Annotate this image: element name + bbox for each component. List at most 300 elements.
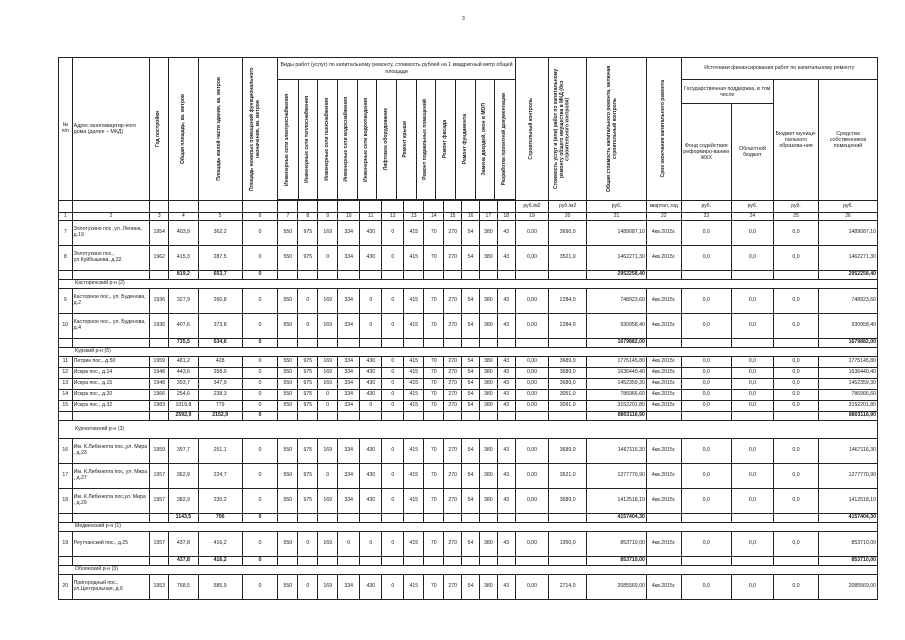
table-cell: 2284,0 — [549, 314, 587, 339]
table-cell — [681, 271, 731, 280]
unit-cell-empty — [360, 201, 382, 213]
table-cell — [59, 271, 73, 280]
table-cell: 0,00 — [515, 575, 549, 600]
table-cell — [360, 557, 382, 566]
unit-cell: руб. — [773, 201, 818, 213]
table-cell: 975 — [298, 489, 318, 514]
table-cell: 0 — [318, 401, 338, 412]
table-cell: 0,0 — [681, 379, 731, 390]
table-cell: 70 — [424, 575, 444, 600]
table-cell — [497, 339, 515, 348]
header-work-2: Инженерные сети теплоснабжения — [298, 80, 318, 200]
table-cell: 397,7 — [169, 439, 198, 464]
table-cell: 0 — [242, 489, 278, 514]
table-cell: 43 — [497, 221, 515, 246]
table-cell: 2085569,00 — [587, 575, 647, 600]
table-cell: 415 — [404, 368, 424, 379]
header-works-group: Виды работ (услуг) по капитальному ремонту, стоимость рублей на 1 квадратный метр общей площади — [278, 58, 515, 80]
header-work-11: Замена двердей, окон в МОП — [475, 80, 495, 200]
header-work-8: Ремонт подвальных помещений — [416, 80, 436, 200]
table-cell: 2152,9 — [198, 412, 242, 421]
table-cell: 0,0 — [681, 401, 731, 412]
district-label: Обоянский р-н (3) — [59, 566, 878, 575]
address-cell: Реутчанский пос., д.25 — [72, 532, 150, 557]
table-cell — [646, 514, 681, 523]
table-cell: 43 — [497, 575, 515, 600]
table-cell: 270 — [444, 368, 462, 379]
table-cell: 1452359,30 — [587, 379, 647, 390]
table-cell: 0 — [242, 439, 278, 464]
table-cell: 0,00 — [515, 246, 549, 271]
table-cell — [360, 412, 382, 421]
table-cell — [773, 412, 818, 421]
table-cell: 706 — [198, 514, 242, 523]
table-cell — [318, 271, 338, 280]
table-cell: 334 — [338, 246, 360, 271]
table-cell — [298, 339, 318, 348]
table-cell — [479, 557, 497, 566]
table-cell: 1983 — [150, 401, 169, 412]
table-cell — [424, 412, 444, 421]
table-cell: 415 — [404, 532, 424, 557]
table-cell — [444, 557, 462, 566]
table-cell: 4кв.2015г. — [646, 401, 681, 412]
table-cell — [479, 412, 497, 421]
table-cell: 0 — [242, 390, 278, 401]
table-cell: 54 — [462, 221, 480, 246]
table-cell: 380 — [479, 575, 497, 600]
table-cell: 0 — [242, 246, 278, 271]
table-cell — [773, 514, 818, 523]
table-cell: 2952258,40 — [819, 271, 878, 280]
table-cell: 380 — [479, 439, 497, 464]
table-cell: 415 — [404, 464, 424, 489]
table-cell: 0 — [360, 401, 382, 412]
table-cell: 0,00 — [515, 221, 549, 246]
table-cell: 54 — [462, 246, 480, 271]
header-cost-per-m2: Стоимость услуг и (или) работ по капитальному ремонту общего имущества в МКД (без строительного контроля) — [549, 58, 587, 201]
table-cell: 416,2 — [198, 557, 242, 566]
table-cell — [150, 557, 169, 566]
table-cell: 786966,60 — [819, 390, 878, 401]
table-cell — [681, 339, 731, 348]
table-cell: 1462271,30 — [587, 246, 647, 271]
table-cell: 0,0 — [731, 221, 773, 246]
table-cell — [59, 412, 73, 421]
column-number: 18 — [497, 213, 515, 221]
table-cell: 1953 — [150, 575, 169, 600]
column-number: 21 — [587, 213, 647, 221]
table-cell — [150, 412, 169, 421]
table-cell: 0,0 — [681, 575, 731, 600]
table-cell: 415 — [404, 390, 424, 401]
header-work-1: Инженерные сети электроснабжения — [278, 80, 298, 200]
table-cell: 270 — [444, 246, 462, 271]
table-cell: 54 — [462, 390, 480, 401]
table-cell: 43 — [497, 314, 515, 339]
table-cell: 270 — [444, 489, 462, 514]
table-cell: 853710,00 — [819, 557, 878, 566]
table-cell: 819,2 — [169, 271, 198, 280]
table-cell: 1412518,10 — [587, 489, 647, 514]
column-number: 17 — [479, 213, 497, 221]
table-cell: 43 — [497, 368, 515, 379]
address-cell: Золотухино пос, ул. Ленина, д.19 — [72, 221, 150, 246]
table-cell: 334 — [338, 221, 360, 246]
table-cell: 0 — [242, 575, 278, 600]
header-state-support: Государственная поддержка, в том числе — [681, 80, 773, 104]
table-cell: 347,9 — [198, 379, 242, 390]
table-cell: 254,6 — [169, 390, 198, 401]
table-cell: 70 — [424, 464, 444, 489]
table-cell: 437,8 — [169, 532, 198, 557]
header-municipal: Бюджет муници-пального образова-ния — [773, 80, 818, 201]
table-cell: 0 — [298, 314, 318, 339]
column-number: 25 — [773, 213, 818, 221]
table-cell: 0 — [382, 489, 404, 514]
table-cell: 54 — [462, 357, 480, 368]
column-number: 11 — [360, 213, 382, 221]
table-cell: 54 — [462, 379, 480, 390]
district-row — [59, 566, 878, 575]
table-cell — [681, 557, 731, 566]
table-cell: 4кв.2015г. — [646, 464, 681, 489]
table-cell: 4кв.2015г. — [646, 390, 681, 401]
table-cell: 1489087,10 — [819, 221, 878, 246]
table-cell: 1775145,80 — [587, 357, 647, 368]
table-cell: 0 — [360, 289, 382, 314]
table-cell: 70 — [424, 357, 444, 368]
table-cell: 1636440,40 — [819, 368, 878, 379]
table-cell: 1679882,00 — [819, 339, 878, 348]
table-cell — [549, 339, 587, 348]
table-cell: 0 — [382, 368, 404, 379]
unit-cell-empty — [404, 201, 424, 213]
table-cell: 735,5 — [169, 339, 198, 348]
units-row — [59, 201, 878, 213]
address-cell: Искра пос., д.20 — [72, 390, 150, 401]
table-cell: 0 — [318, 464, 338, 489]
table-cell: 4кв.2015г. — [646, 314, 681, 339]
unit-cell: руб. — [587, 201, 647, 213]
table-cell: 251,1 — [198, 439, 242, 464]
table-cell — [150, 271, 169, 280]
table-cell: 0,0 — [731, 390, 773, 401]
table-cell — [298, 412, 318, 421]
address-cell — [72, 514, 150, 523]
table-cell: 415 — [404, 221, 424, 246]
table-cell: 550 — [278, 357, 298, 368]
table-cell: 43 — [497, 379, 515, 390]
table-cell: 550 — [278, 246, 298, 271]
table-cell: 550 — [278, 489, 298, 514]
table-cell: 70 — [424, 390, 444, 401]
table-cell: 70 — [424, 368, 444, 379]
table-row — [59, 401, 878, 412]
column-number: 20 — [549, 213, 587, 221]
table-cell: 270 — [444, 439, 462, 464]
table-cell: 550 — [278, 390, 298, 401]
table-cell: 4кв.2015г. — [646, 246, 681, 271]
table-cell: 54 — [462, 314, 480, 339]
table-cell: 430 — [360, 368, 382, 379]
table-cell: 0 — [242, 221, 278, 246]
table-cell — [681, 412, 731, 421]
table-cell: 270 — [444, 314, 462, 339]
table-cell: 1959 — [150, 439, 169, 464]
table-cell: 853710,00 — [587, 532, 647, 557]
unit-cell-empty — [444, 201, 462, 213]
table-cell: 415 — [404, 357, 424, 368]
table-cell: 430 — [360, 575, 382, 600]
column-number: 13 — [404, 213, 424, 221]
table-cell — [424, 514, 444, 523]
table-cell: 4кв.2015г. — [646, 357, 681, 368]
capital-repair-table — [58, 57, 878, 600]
table-cell — [382, 557, 404, 566]
table-cell: 428 — [198, 357, 242, 368]
table-cell: 0,0 — [773, 289, 818, 314]
table-cell: 4157404,30 — [819, 514, 878, 523]
table-cell: 70 — [424, 314, 444, 339]
table-cell — [479, 514, 497, 523]
table-cell: 430 — [360, 379, 382, 390]
column-number: 1 — [59, 213, 73, 221]
table-row — [59, 575, 878, 600]
table-cell: 169 — [318, 314, 338, 339]
header-sources-group: Источники финансирования работ по капитальному ремонту — [681, 58, 877, 80]
table-cell: 975 — [298, 464, 318, 489]
table-cell: 1962 — [150, 246, 169, 271]
table-cell: 1966 — [150, 390, 169, 401]
table-cell: 169 — [318, 489, 338, 514]
table-cell: 0 — [360, 314, 382, 339]
table-cell: 43 — [497, 489, 515, 514]
table-cell — [318, 339, 338, 348]
table-cell: 550 — [278, 439, 298, 464]
works-headers — [278, 80, 515, 201]
header-address: Адрес многоквартир-ного дома (далее – МКД) — [72, 58, 150, 201]
table-cell: 550 — [278, 401, 298, 412]
table-cell: 0,0 — [731, 489, 773, 514]
table-cell: 43 — [497, 464, 515, 489]
header-fund: Фонд содействия реформиро-ванию ЖКХ — [681, 104, 731, 201]
table-cell: 0,0 — [681, 532, 731, 557]
column-numbers-row — [59, 213, 878, 221]
table-cell — [731, 412, 773, 421]
table-cell: 975 — [298, 390, 318, 401]
table-cell — [731, 514, 773, 523]
table-cell: 3689,0 — [549, 357, 587, 368]
table-cell — [278, 514, 298, 523]
table-cell: 169 — [318, 357, 338, 368]
table-cell — [479, 271, 497, 280]
unit-cell-empty — [338, 201, 360, 213]
table-cell: 1636440,40 — [587, 368, 647, 379]
address-cell: Им. К.Либкнехта пос,ул. Мира , д.29 — [72, 489, 150, 514]
table-cell: 748923,60 — [819, 289, 878, 314]
table-cell: 1936 — [150, 289, 169, 314]
table-cell: 407,6 — [169, 314, 198, 339]
table-cell: 1452359,30 — [819, 379, 878, 390]
table-cell: 0 — [338, 532, 360, 557]
table-cell: 3689,0 — [549, 439, 587, 464]
column-number: 7 — [278, 213, 298, 221]
table-cell: 481,2 — [169, 357, 198, 368]
table-cell: 0 — [242, 464, 278, 489]
table-cell: 3689,0 — [549, 368, 587, 379]
table-cell: 0,0 — [681, 390, 731, 401]
header-work-7: Ремонт крыши — [397, 80, 417, 200]
table-cell: 43 — [497, 246, 515, 271]
table-cell: 334 — [338, 314, 360, 339]
table-cell: 0 — [382, 289, 404, 314]
table-row — [59, 489, 878, 514]
table-cell: 0,0 — [773, 368, 818, 379]
unit-cell: руб. — [819, 201, 878, 213]
table-cell: 430 — [360, 221, 382, 246]
table-cell — [338, 339, 360, 348]
table-cell: 0,0 — [731, 368, 773, 379]
table-cell: 853710,00 — [819, 532, 878, 557]
table-cell: 0 — [382, 357, 404, 368]
table-row — [59, 439, 878, 464]
table-cell: 1467116,30 — [819, 439, 878, 464]
table-cell: 270 — [444, 575, 462, 600]
table-cell — [298, 271, 318, 280]
table-cell — [497, 557, 515, 566]
table-cell: 0 — [382, 532, 404, 557]
table-cell — [318, 557, 338, 566]
table-cell: 1957 — [150, 532, 169, 557]
table-cell: 0,00 — [515, 401, 549, 412]
table-cell: 550 — [278, 575, 298, 600]
table-cell — [646, 271, 681, 280]
table-cell — [360, 339, 382, 348]
table-cell: 0,00 — [515, 379, 549, 390]
table-cell: 380 — [479, 379, 497, 390]
column-number: 9 — [318, 213, 338, 221]
unit-cell-empty — [59, 201, 73, 213]
column-number: 16 — [462, 213, 480, 221]
table-cell: 3051,0 — [549, 390, 587, 401]
table-row — [59, 390, 878, 401]
unit-cell-empty — [298, 201, 318, 213]
table-cell: 2592,9 — [169, 412, 198, 421]
table-cell: 70 — [424, 489, 444, 514]
table-cell — [318, 514, 338, 523]
table-row — [59, 246, 878, 271]
table-cell — [444, 514, 462, 523]
header-total-area: Общая площадь, кв. метров — [169, 58, 198, 201]
table-cell: 0 — [242, 271, 278, 280]
table-cell: 16 — [59, 439, 73, 464]
header-living-area: Площадь жилой части здания, кв. метров — [198, 58, 242, 201]
table-cell — [278, 412, 298, 421]
table-row — [59, 532, 878, 557]
table-cell: 0,0 — [731, 464, 773, 489]
column-number: 14 — [424, 213, 444, 221]
table-cell: 0 — [298, 532, 318, 557]
table-cell: 380 — [479, 489, 497, 514]
table-cell: 0 — [298, 575, 318, 600]
page-number: 3 — [462, 16, 465, 22]
table-cell — [646, 557, 681, 566]
table-cell: 373,8 — [198, 314, 242, 339]
table-cell: 2714,0 — [549, 575, 587, 600]
table-row — [59, 379, 878, 390]
table-row — [59, 221, 878, 246]
table-cell: 415 — [404, 401, 424, 412]
works-header-row — [278, 80, 514, 200]
table-cell: 380 — [479, 357, 497, 368]
table-cell: 15 — [59, 401, 73, 412]
address-cell: Искра пос., д.14 — [72, 368, 150, 379]
table-cell — [278, 271, 298, 280]
table-cell — [497, 412, 515, 421]
table-cell: 334 — [338, 401, 360, 412]
address-cell: Золотухино пос., ул.Куйбышева, д.32 — [72, 246, 150, 271]
table-cell — [646, 339, 681, 348]
table-cell: 4кв.2015г. — [646, 289, 681, 314]
table-cell: 334 — [338, 464, 360, 489]
header-nonres-area: Площадь нежилых помещений функционального назначения, кв. метров — [242, 58, 278, 201]
table-cell: 0,00 — [515, 532, 549, 557]
table-cell: 0,00 — [515, 368, 549, 379]
table-cell: 550 — [278, 221, 298, 246]
table-cell: 0 — [318, 246, 338, 271]
table-cell: 415 — [404, 246, 424, 271]
header-owners: Средства собственников помещений — [819, 80, 878, 201]
table-cell: 415,3 — [169, 246, 198, 271]
table-cell — [338, 514, 360, 523]
table-cell: 0,0 — [773, 401, 818, 412]
table-cell: 0 — [298, 289, 318, 314]
table-cell: 0 — [382, 221, 404, 246]
table-cell: 362,2 — [198, 221, 242, 246]
table-cell: 975 — [298, 401, 318, 412]
table-cell: 270 — [444, 464, 462, 489]
unit-cell-empty — [72, 201, 150, 213]
table-cell: 0,0 — [681, 314, 731, 339]
table-cell: 0,0 — [773, 532, 818, 557]
table-cell — [278, 557, 298, 566]
table-cell: 43 — [497, 401, 515, 412]
table-cell: 0,0 — [773, 379, 818, 390]
address-cell: Пригородный пос., ул.Центральная, д.6 — [72, 575, 150, 600]
column-number: 6 — [242, 213, 278, 221]
table-cell — [338, 271, 360, 280]
table-cell: 0,0 — [731, 314, 773, 339]
table-cell: 238,3 — [198, 390, 242, 401]
table-cell: 930958,40 — [819, 314, 878, 339]
table-cell — [731, 339, 773, 348]
table-cell: 0,0 — [773, 246, 818, 271]
table-cell: 393,7 — [169, 379, 198, 390]
table-cell: 1950,0 — [549, 532, 587, 557]
table-cell: 70 — [424, 246, 444, 271]
table-cell: 430 — [360, 464, 382, 489]
table-cell: 0 — [242, 314, 278, 339]
table-cell: 2085569,00 — [819, 575, 878, 600]
table-cell — [404, 271, 424, 280]
table-cell: 0,0 — [773, 464, 818, 489]
table-cell — [549, 514, 587, 523]
table-cell — [444, 271, 462, 280]
table-cell: 0,00 — [515, 357, 549, 368]
table-cell — [298, 514, 318, 523]
unit-cell: квартал, год — [646, 201, 681, 213]
